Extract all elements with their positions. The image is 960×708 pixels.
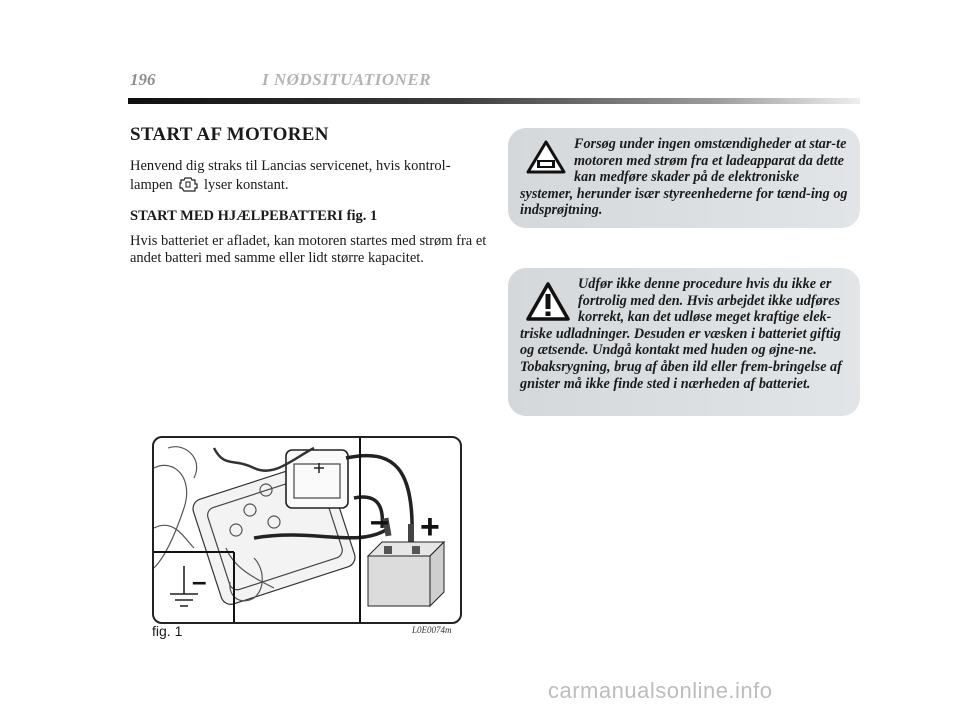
header-rule — [128, 98, 860, 104]
chapter-title: I NØDSITUATIONER — [262, 70, 432, 89]
intro-text-start: Henvend dig straks til Lancias servicenet, hvis kontrol-lampen — [130, 158, 451, 193]
body-paragraph: Hvis batteriet er afladet, kan motoren startes med strøm fra et andet batteri med samme eller lidt større kapacitet. — [130, 233, 487, 266]
danger-warning-icon — [526, 282, 570, 322]
warning-box-danger — [508, 268, 860, 416]
page-number: 196 — [130, 70, 156, 89]
figure-label: fig. 1 — [152, 623, 183, 639]
engine-warning-icon — [178, 175, 198, 198]
intro-text-end: lyser konstant. — [203, 177, 289, 193]
figure-battery-jump-start — [152, 436, 462, 624]
warning-text-electronics: Forsøg under ingen omstændigheder at star-te motoren med strøm fra et ladeapparat da dette kan medføre skader på de elektroniske systemer, herunder især styreenhederne for tænd-ing og indsprøjtning. — [520, 136, 848, 219]
battery-illustration — [154, 438, 460, 622]
watermark: carmanualsonline.info — [548, 678, 773, 703]
warning-box-electronics — [508, 128, 860, 228]
electronics-warning-icon — [526, 140, 566, 179]
section-title: START AF MOTOREN — [130, 124, 329, 145]
subheading: START MED HJÆLPEBATTERI fig. 1 — [130, 208, 378, 224]
intro-paragraph — [130, 158, 490, 198]
figure-code: L0E0074m — [412, 625, 452, 635]
minus-symbol: – — [370, 502, 389, 540]
plus-symbol: + — [420, 508, 440, 546]
warning-text-danger: Udfør ikke denne procedure hvis du ikke er fortrolig med den. Hvis arbejdet ikke udføres korrekt, kan det udløse meget kraftige elek-triske udladninger. Desuden er væsken i batteriet giftig og ætsende. Undgå kontakt med huden og øjne-ne. Tobaksrygning, brug af åben ild eller frem-bringelse af gnister må ikke finde sted i nærheden af batteriet. — [520, 276, 842, 392]
ground-minus-symbol: – — [192, 566, 207, 596]
